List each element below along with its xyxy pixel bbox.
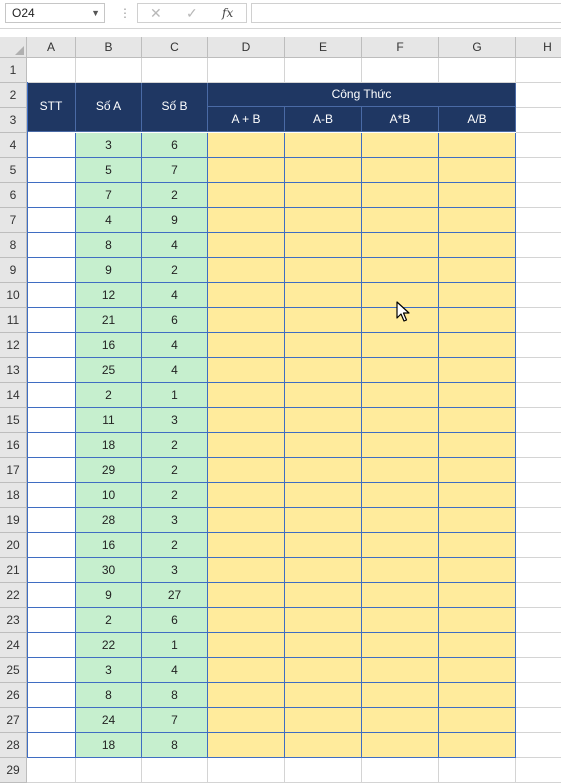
cell-h20[interactable]	[516, 533, 561, 558]
cell-c19[interactable]: 3	[142, 508, 208, 533]
cell-g28[interactable]	[439, 733, 516, 758]
cell-d19[interactable]	[208, 508, 285, 533]
cell-e5[interactable]	[285, 158, 362, 183]
cell-b29[interactable]	[76, 758, 142, 783]
cell-f25[interactable]	[362, 658, 439, 683]
cell-h4[interactable]	[516, 133, 561, 158]
cell-d22[interactable]	[208, 583, 285, 608]
cell-e21[interactable]	[285, 558, 362, 583]
row-header-17[interactable]: 17	[0, 458, 27, 483]
row-header-28[interactable]: 28	[0, 733, 27, 758]
cell-e13[interactable]	[285, 358, 362, 383]
cell-a11[interactable]	[27, 308, 76, 333]
cell-e23[interactable]	[285, 608, 362, 633]
column-header-g[interactable]: G	[439, 37, 516, 58]
cell-a26[interactable]	[27, 683, 76, 708]
cell-h11[interactable]	[516, 308, 561, 333]
cell-c26[interactable]: 8	[142, 683, 208, 708]
cell-a5[interactable]	[27, 158, 76, 183]
row-header-4[interactable]: 4	[0, 133, 27, 158]
cell-h2[interactable]	[516, 83, 561, 108]
cell-f27[interactable]	[362, 708, 439, 733]
cell-b5[interactable]: 5	[76, 158, 142, 183]
cell-f6[interactable]	[362, 183, 439, 208]
cell-d14[interactable]	[208, 383, 285, 408]
cell-f29[interactable]	[362, 758, 439, 783]
cell-h24[interactable]	[516, 633, 561, 658]
cell-e1[interactable]	[285, 58, 362, 83]
column-header-f[interactable]: F	[362, 37, 439, 58]
cell-h19[interactable]	[516, 508, 561, 533]
cell-c20[interactable]: 2	[142, 533, 208, 558]
cell-a1[interactable]	[27, 58, 76, 83]
cell-d13[interactable]	[208, 358, 285, 383]
cell-d10[interactable]	[208, 283, 285, 308]
cell-a24[interactable]	[27, 633, 76, 658]
cell-h25[interactable]	[516, 658, 561, 683]
chevron-down-icon[interactable]: ▼	[91, 8, 100, 18]
row-header-1[interactable]: 1	[0, 58, 27, 83]
cell-a18[interactable]	[27, 483, 76, 508]
cell-a21[interactable]	[27, 558, 76, 583]
cell-a25[interactable]	[27, 658, 76, 683]
row-header-14[interactable]: 14	[0, 383, 27, 408]
cell-f9[interactable]	[362, 258, 439, 283]
cell-h13[interactable]	[516, 358, 561, 383]
cell-b19[interactable]: 28	[76, 508, 142, 533]
cell-g15[interactable]	[439, 408, 516, 433]
cell-c8[interactable]: 4	[142, 233, 208, 258]
row-header-19[interactable]: 19	[0, 508, 27, 533]
cell-a12[interactable]	[27, 333, 76, 358]
row-header-3[interactable]: 3	[0, 108, 27, 133]
cell-c25[interactable]: 4	[142, 658, 208, 683]
cell-a4[interactable]	[27, 133, 76, 158]
cell-e8[interactable]	[285, 233, 362, 258]
row-header-20[interactable]: 20	[0, 533, 27, 558]
cell-g25[interactable]	[439, 658, 516, 683]
cell-g18[interactable]	[439, 483, 516, 508]
cell-c6[interactable]: 2	[142, 183, 208, 208]
cell-h17[interactable]	[516, 458, 561, 483]
column-header-h[interactable]: H	[516, 37, 561, 58]
cell-c16[interactable]: 2	[142, 433, 208, 458]
cell-b23[interactable]: 2	[76, 608, 142, 633]
cell-f26[interactable]	[362, 683, 439, 708]
cell-c29[interactable]	[142, 758, 208, 783]
cell-b4[interactable]: 3	[76, 133, 142, 158]
cell-a10[interactable]	[27, 283, 76, 308]
cell-h27[interactable]	[516, 708, 561, 733]
cell-h28[interactable]	[516, 733, 561, 758]
cell-c12[interactable]: 4	[142, 333, 208, 358]
cell-b12[interactable]: 16	[76, 333, 142, 358]
cell-b8[interactable]: 8	[76, 233, 142, 258]
cell-c11[interactable]: 6	[142, 308, 208, 333]
cell-f14[interactable]	[362, 383, 439, 408]
cell-h26[interactable]	[516, 683, 561, 708]
cell-g4[interactable]	[439, 133, 516, 158]
cell-f19[interactable]	[362, 508, 439, 533]
cell-g14[interactable]	[439, 383, 516, 408]
cell-h16[interactable]	[516, 433, 561, 458]
row-header-27[interactable]: 27	[0, 708, 27, 733]
cell-a22[interactable]	[27, 583, 76, 608]
cell-e15[interactable]	[285, 408, 362, 433]
cell-d7[interactable]	[208, 208, 285, 233]
cell-g11[interactable]	[439, 308, 516, 333]
cell-c10[interactable]: 4	[142, 283, 208, 308]
cell-d23[interactable]	[208, 608, 285, 633]
enter-icon[interactable]: ✓	[186, 5, 198, 21]
cell-g8[interactable]	[439, 233, 516, 258]
cell-h5[interactable]	[516, 158, 561, 183]
table-header-prod[interactable]: A*B	[362, 107, 439, 132]
cell-d27[interactable]	[208, 708, 285, 733]
cell-e29[interactable]	[285, 758, 362, 783]
cell-e26[interactable]	[285, 683, 362, 708]
cell-b28[interactable]: 18	[76, 733, 142, 758]
row-header-10[interactable]: 10	[0, 283, 27, 308]
cell-g24[interactable]	[439, 633, 516, 658]
cell-b9[interactable]: 9	[76, 258, 142, 283]
cell-e10[interactable]	[285, 283, 362, 308]
cell-d17[interactable]	[208, 458, 285, 483]
row-header-11[interactable]: 11	[0, 308, 27, 333]
cell-c27[interactable]: 7	[142, 708, 208, 733]
row-header-13[interactable]: 13	[0, 358, 27, 383]
cell-g1[interactable]	[439, 58, 516, 83]
column-header-a[interactable]: A	[27, 37, 76, 58]
cell-e18[interactable]	[285, 483, 362, 508]
cell-f20[interactable]	[362, 533, 439, 558]
cell-g7[interactable]	[439, 208, 516, 233]
cell-a20[interactable]	[27, 533, 76, 558]
cell-f8[interactable]	[362, 233, 439, 258]
cell-c18[interactable]: 2	[142, 483, 208, 508]
cell-d9[interactable]	[208, 258, 285, 283]
cell-h7[interactable]	[516, 208, 561, 233]
cell-g22[interactable]	[439, 583, 516, 608]
cell-h29[interactable]	[516, 758, 561, 783]
cell-e11[interactable]	[285, 308, 362, 333]
table-header-so-b[interactable]: Số B	[142, 82, 208, 132]
table-header-stt[interactable]: STT	[27, 82, 76, 132]
cell-f12[interactable]	[362, 333, 439, 358]
cell-a9[interactable]	[27, 258, 76, 283]
cell-g13[interactable]	[439, 358, 516, 383]
row-header-9[interactable]: 9	[0, 258, 27, 283]
cell-a13[interactable]	[27, 358, 76, 383]
formula-actions	[137, 3, 247, 23]
cell-b21[interactable]: 30	[76, 558, 142, 583]
cell-g5[interactable]	[439, 158, 516, 183]
cell-a27[interactable]	[27, 708, 76, 733]
cell-b6[interactable]: 7	[76, 183, 142, 208]
cell-g29[interactable]	[439, 758, 516, 783]
mouse-pointer-icon	[396, 301, 410, 328]
column-header-c[interactable]: C	[142, 37, 208, 58]
cell-h21[interactable]	[516, 558, 561, 583]
cell-h12[interactable]	[516, 333, 561, 358]
cell-h3[interactable]	[516, 108, 561, 133]
cell-h23[interactable]	[516, 608, 561, 633]
cell-h6[interactable]	[516, 183, 561, 208]
cell-h22[interactable]	[516, 583, 561, 608]
select-all-corner[interactable]	[0, 37, 27, 58]
cell-e24[interactable]	[285, 633, 362, 658]
cell-b11[interactable]: 21	[76, 308, 142, 333]
cell-e17[interactable]	[285, 458, 362, 483]
cell-a14[interactable]	[27, 383, 76, 408]
insert-function-icon[interactable]: fx	[222, 6, 234, 20]
cell-d16[interactable]	[208, 433, 285, 458]
cell-e28[interactable]	[285, 733, 362, 758]
row-header-12[interactable]: 12	[0, 333, 27, 358]
cell-f21[interactable]	[362, 558, 439, 583]
cell-f22[interactable]	[362, 583, 439, 608]
cell-f17[interactable]	[362, 458, 439, 483]
cell-d28[interactable]	[208, 733, 285, 758]
cell-b15[interactable]: 11	[76, 408, 142, 433]
row-header-22[interactable]: 22	[0, 583, 27, 608]
cell-g23[interactable]	[439, 608, 516, 633]
cell-c1[interactable]	[142, 58, 208, 83]
cell-d24[interactable]	[208, 633, 285, 658]
cell-g12[interactable]	[439, 333, 516, 358]
cell-g17[interactable]	[439, 458, 516, 483]
cell-d26[interactable]	[208, 683, 285, 708]
cell-a28[interactable]	[27, 733, 76, 758]
name-box-value: O24	[12, 6, 35, 20]
cell-e25[interactable]	[285, 658, 362, 683]
cell-b16[interactable]: 18	[76, 433, 142, 458]
cell-g19[interactable]	[439, 508, 516, 533]
formula-bar	[0, 0, 561, 29]
cell-d12[interactable]	[208, 333, 285, 358]
cell-b24[interactable]: 22	[76, 633, 142, 658]
cell-f24[interactable]	[362, 633, 439, 658]
table-header-diff[interactable]: A-B	[285, 107, 362, 132]
cell-a8[interactable]	[27, 233, 76, 258]
row-header-16[interactable]: 16	[0, 433, 27, 458]
formula-input[interactable]	[251, 3, 561, 23]
cell-a29[interactable]	[27, 758, 76, 783]
cell-a17[interactable]	[27, 458, 76, 483]
cell-c23[interactable]: 6	[142, 608, 208, 633]
cell-f4[interactable]	[362, 133, 439, 158]
cell-g6[interactable]	[439, 183, 516, 208]
cell-f7[interactable]	[362, 208, 439, 233]
cell-e19[interactable]	[285, 508, 362, 533]
cell-g26[interactable]	[439, 683, 516, 708]
cell-f18[interactable]	[362, 483, 439, 508]
cell-d1[interactable]	[208, 58, 285, 83]
cell-d20[interactable]	[208, 533, 285, 558]
cell-g16[interactable]	[439, 433, 516, 458]
cell-e7[interactable]	[285, 208, 362, 233]
cell-a23[interactable]	[27, 608, 76, 633]
cell-b10[interactable]: 12	[76, 283, 142, 308]
cell-g21[interactable]	[439, 558, 516, 583]
cell-c15[interactable]: 3	[142, 408, 208, 433]
cell-h18[interactable]	[516, 483, 561, 508]
cell-b1[interactable]	[76, 58, 142, 83]
cell-g27[interactable]	[439, 708, 516, 733]
cell-b18[interactable]: 10	[76, 483, 142, 508]
cell-c13[interactable]: 4	[142, 358, 208, 383]
ribbon-gap	[0, 29, 561, 37]
cell-c21[interactable]: 3	[142, 558, 208, 583]
cell-b13[interactable]: 25	[76, 358, 142, 383]
row-header-15[interactable]: 15	[0, 408, 27, 433]
cell-c7[interactable]: 9	[142, 208, 208, 233]
cell-f5[interactable]	[362, 158, 439, 183]
row-header-18[interactable]: 18	[0, 483, 27, 508]
cell-c17[interactable]: 2	[142, 458, 208, 483]
cell-e16[interactable]	[285, 433, 362, 458]
column-header-e[interactable]: E	[285, 37, 362, 58]
cell-b26[interactable]: 8	[76, 683, 142, 708]
cell-d25[interactable]	[208, 658, 285, 683]
cell-f23[interactable]	[362, 608, 439, 633]
row-header-25[interactable]: 25	[0, 658, 27, 683]
cell-a19[interactable]	[27, 508, 76, 533]
cell-e27[interactable]	[285, 708, 362, 733]
cancel-icon[interactable]: ✕	[150, 5, 162, 21]
cell-b20[interactable]: 16	[76, 533, 142, 558]
row-header-5[interactable]: 5	[0, 158, 27, 183]
cell-b14[interactable]: 2	[76, 383, 142, 408]
row-header-6[interactable]: 6	[0, 183, 27, 208]
cell-d21[interactable]	[208, 558, 285, 583]
cell-c24[interactable]: 1	[142, 633, 208, 658]
cell-d8[interactable]	[208, 233, 285, 258]
cell-d11[interactable]	[208, 308, 285, 333]
column-header-b[interactable]: B	[76, 37, 142, 58]
cell-e20[interactable]	[285, 533, 362, 558]
cell-b17[interactable]: 29	[76, 458, 142, 483]
row-header-24[interactable]: 24	[0, 633, 27, 658]
cell-g20[interactable]	[439, 533, 516, 558]
cell-c22[interactable]: 27	[142, 583, 208, 608]
row-header-21[interactable]: 21	[0, 558, 27, 583]
cell-d15[interactable]	[208, 408, 285, 433]
cell-c4[interactable]: 6	[142, 133, 208, 158]
row-header-23[interactable]: 23	[0, 608, 27, 633]
table-header-sum[interactable]: A + B	[208, 107, 285, 132]
cell-d4[interactable]	[208, 133, 285, 158]
cell-f1[interactable]	[362, 58, 439, 83]
cell-f16[interactable]	[362, 433, 439, 458]
cell-a15[interactable]	[27, 408, 76, 433]
cell-e12[interactable]	[285, 333, 362, 358]
cell-a6[interactable]	[27, 183, 76, 208]
cell-b27[interactable]: 24	[76, 708, 142, 733]
cell-h15[interactable]	[516, 408, 561, 433]
table-header-cong-thuc[interactable]: Công Thức	[208, 82, 516, 107]
cell-h9[interactable]	[516, 258, 561, 283]
row-header-29[interactable]: 29	[0, 758, 27, 783]
row-header-8[interactable]: 8	[0, 233, 27, 258]
cell-d18[interactable]	[208, 483, 285, 508]
row-header-7[interactable]: 7	[0, 208, 27, 233]
cell-g10[interactable]	[439, 283, 516, 308]
cell-h8[interactable]	[516, 233, 561, 258]
cell-a16[interactable]	[27, 433, 76, 458]
cell-h14[interactable]	[516, 383, 561, 408]
cell-b22[interactable]: 9	[76, 583, 142, 608]
cell-g9[interactable]	[439, 258, 516, 283]
cell-e4[interactable]	[285, 133, 362, 158]
name-box[interactable]	[5, 3, 105, 23]
cell-d6[interactable]	[208, 183, 285, 208]
cell-f13[interactable]	[362, 358, 439, 383]
cell-c28[interactable]: 8	[142, 733, 208, 758]
cell-f28[interactable]	[362, 733, 439, 758]
cell-c5[interactable]: 7	[142, 158, 208, 183]
row-header-2[interactable]: 2	[0, 83, 27, 108]
cell-h10[interactable]	[516, 283, 561, 308]
cell-h1[interactable]	[516, 58, 561, 83]
cell-d29[interactable]	[208, 758, 285, 783]
cell-b7[interactable]: 4	[76, 208, 142, 233]
table-header-so-a[interactable]: Số A	[76, 82, 142, 132]
cell-e6[interactable]	[285, 183, 362, 208]
cell-c14[interactable]: 1	[142, 383, 208, 408]
row-header-26[interactable]: 26	[0, 683, 27, 708]
cell-e9[interactable]	[285, 258, 362, 283]
cell-c9[interactable]: 2	[142, 258, 208, 283]
cell-d5[interactable]	[208, 158, 285, 183]
cell-e14[interactable]	[285, 383, 362, 408]
cell-b25[interactable]: 3	[76, 658, 142, 683]
table-header-div[interactable]: A/B	[439, 107, 516, 132]
drag-handle-icon[interactable]: ⋮	[119, 6, 131, 20]
cell-a7[interactable]	[27, 208, 76, 233]
column-header-d[interactable]: D	[208, 37, 285, 58]
cell-f15[interactable]	[362, 408, 439, 433]
cell-e22[interactable]	[285, 583, 362, 608]
